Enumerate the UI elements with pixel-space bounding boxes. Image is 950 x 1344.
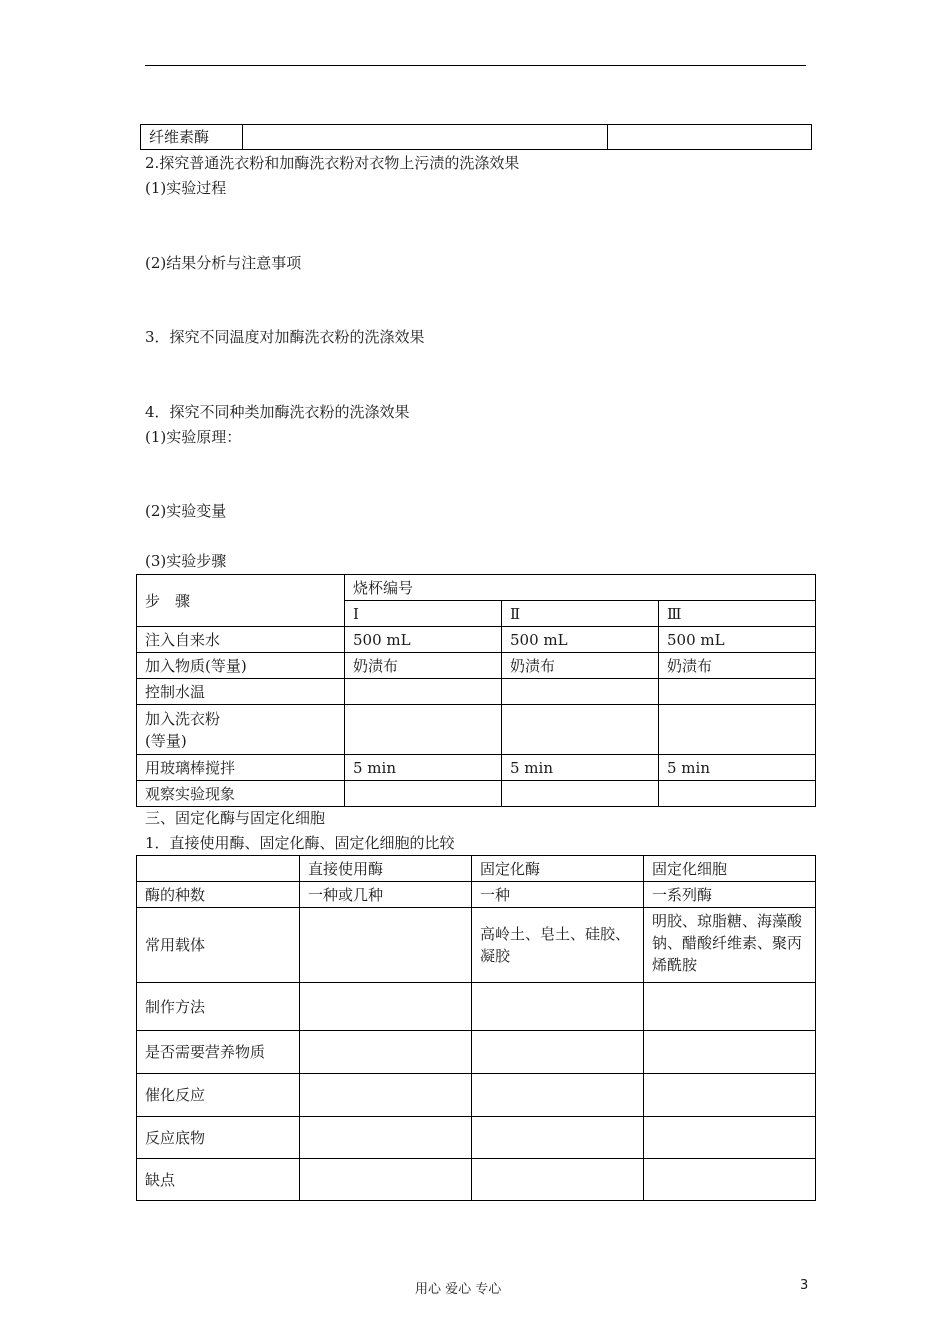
subheading-process: (1)实验过程 [145,179,227,197]
table-cell [644,1117,816,1159]
table-cell [300,1159,472,1201]
header-step: 步 骤 [137,575,345,627]
table-row [137,1031,816,1074]
table-cell [472,983,644,1031]
table-row [137,1159,816,1201]
table-row [137,882,816,908]
table-row [137,705,816,755]
section-heading-4: 4．探究不同种类加酶洗衣粉的洗涤效果 [145,403,410,421]
table-cell [644,1159,816,1201]
table-row [137,755,816,781]
header-immobilized-cell: 固定化细胞 [644,856,816,882]
empty-cell [243,125,608,150]
subheading-analysis: (2)结果分析与注意事项 [145,254,302,272]
comparison-heading: 1．直接使用酶、固定化酶、固定化细胞的比较 [145,834,455,852]
header-corner [137,856,300,882]
step-label: 注入自来水 [137,627,345,653]
step-cell: 奶渍布 [345,653,502,679]
table-cell [472,1031,644,1074]
page-number: 3 [800,1278,809,1293]
row-label: 催化反应 [137,1074,300,1117]
step-cell [502,781,659,807]
beaker-col-3: Ⅲ [659,601,816,627]
row-label: 缺点 [137,1159,300,1201]
step-cell [659,679,816,705]
table-cell [472,1159,644,1201]
section-heading-2: 2.探究普通洗衣粉和加酶洗衣粉对衣物上污渍的洗涤效果 [145,154,520,172]
table-row [137,653,816,679]
table-row [137,1074,816,1117]
table-row [137,856,816,882]
step-cell [659,705,816,755]
table-cell: 一系列酶 [644,882,816,908]
step-label: 控制水温 [137,679,345,705]
table-cell [472,1074,644,1117]
table-cell [300,1031,472,1074]
table-row [137,627,816,653]
table-row [137,1117,816,1159]
step-cell [502,679,659,705]
step-cell [345,679,502,705]
subheading-steps: (3)实验步骤 [145,552,227,570]
table-cell: 一种 [472,882,644,908]
step-cell: 奶渍布 [502,653,659,679]
beaker-col-1: Ⅰ [345,601,502,627]
row-label: 是否需要营养物质 [137,1031,300,1074]
row-label: 常用载体 [137,908,300,983]
table-cell: 一种或几种 [300,882,472,908]
step-cell: 5 min [345,755,502,781]
subheading-principle: (1)实验原理： [145,428,242,446]
step-cell: 500 mL [659,627,816,653]
table-row [141,125,812,150]
section-heading-three: 三、固定化酶与固定化细胞 [145,809,326,827]
section-heading-3: 3．探究不同温度对加酶洗衣粉的洗涤效果 [145,328,425,346]
step-label: 加入物质(等量) [137,653,345,679]
comparison-table [136,855,816,1201]
row-label: 酶的种数 [137,882,300,908]
subheading-variables: (2)实验变量 [145,502,227,520]
table-cell: 明胶、琼脂糖、海藻酸钠、醋酸纤维素、聚丙烯酰胺 [644,908,816,983]
step-label: 加入洗衣粉 (等量) [137,705,345,755]
header-direct-enzyme: 直接使用酶 [300,856,472,882]
table-cell [644,983,816,1031]
row-label: 制作方法 [137,983,300,1031]
table-row [137,908,816,983]
table-row [137,983,816,1031]
table-cell [300,1074,472,1117]
footer-slogan: 用心 爱心 专心 [415,1282,502,1297]
step-cell: 5 min [502,755,659,781]
step-cell: 500 mL [345,627,502,653]
table-row [137,781,816,807]
step-cell [659,781,816,807]
step-label: 观察实验现象 [137,781,345,807]
table-cell [300,1117,472,1159]
table-row [137,575,816,601]
header-immobilized-enzyme: 固定化酶 [472,856,644,882]
row-label: 反应底物 [137,1117,300,1159]
step-cell: 5 min [659,755,816,781]
step-cell: 500 mL [502,627,659,653]
step-cell [345,705,502,755]
empty-cell [608,125,812,150]
table-cell [472,1117,644,1159]
header-beaker-number: 烧杯编号 [345,575,816,601]
step-cell: 奶渍布 [659,653,816,679]
enzyme-table-fragment [140,124,812,150]
header-rule [145,65,806,66]
table-cell [644,1074,816,1117]
table-cell [300,983,472,1031]
step-cell [502,705,659,755]
table-cell [644,1031,816,1074]
table-row [137,679,816,705]
table-cell [300,908,472,983]
step-cell [345,781,502,807]
table-cell: 高岭土、皂土、硅胶、凝胶 [472,908,644,983]
row-label: 纤维素酶 [141,125,243,150]
steps-table [136,574,816,807]
beaker-col-2: Ⅱ [502,601,659,627]
step-label: 用玻璃棒搅拌 [137,755,345,781]
